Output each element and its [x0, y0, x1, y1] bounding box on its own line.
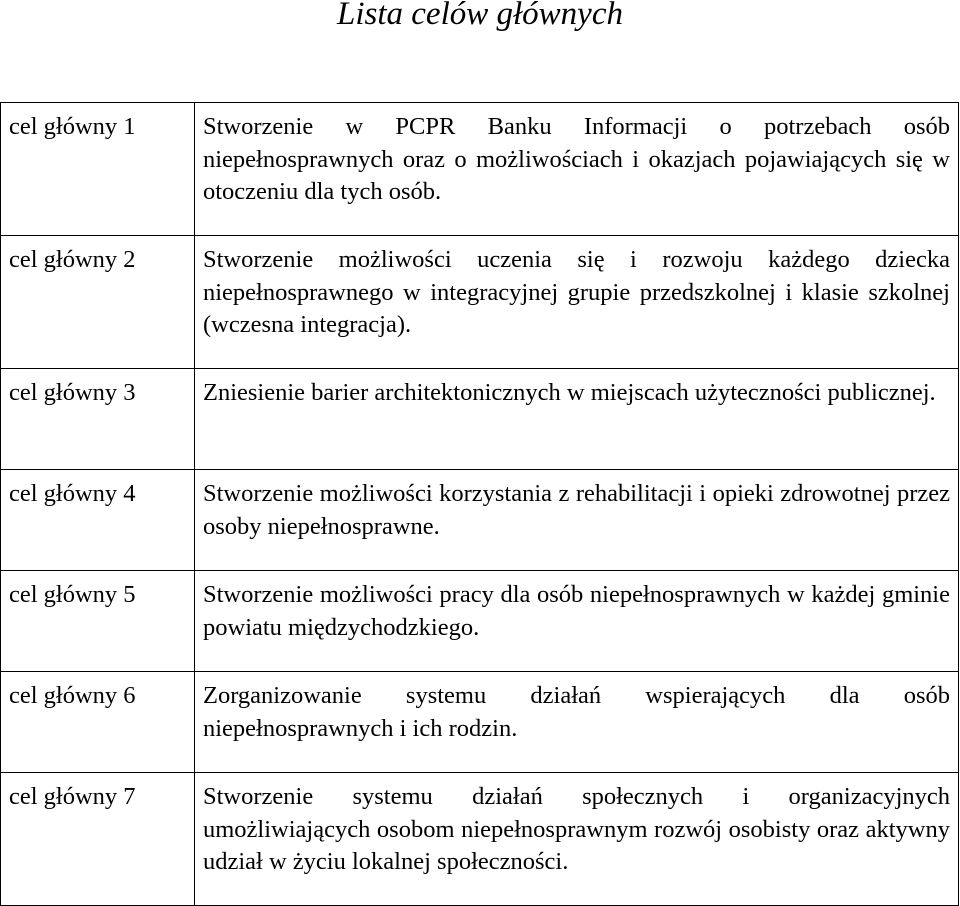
goal-description-cell: Stworzenie możliwości korzystania z rehabilitacji i opieki zdrowotnej przez osoby niepełnosprawne. [195, 470, 959, 571]
table-row [1, 773, 959, 906]
goal-label-cell: cel główny 2 [1, 236, 195, 369]
goal-label-cell: cel główny 6 [1, 672, 195, 773]
table-row [1, 236, 959, 369]
goal-description-cell: Stworzenie możliwości pracy dla osób niepełnosprawnych w każdej gminie powiatu międzychodzkiego. [195, 571, 959, 672]
goals-table [0, 102, 959, 906]
goal-label-cell: cel główny 1 [1, 103, 195, 236]
document-title: Lista celów głównych [337, 0, 623, 32]
goal-description-cell: Stworzenie systemu działań społecznych i organizacyjnych umożliwiających osobom niepełnosprawnym rozwój osobisty oraz aktywny udział w życiu lokalnej społeczności. [195, 773, 959, 906]
goal-description-cell: Zorganizowanie systemu działań wspierających dla osób niepełnosprawnych i ich rodzin. [195, 672, 959, 773]
goal-label-cell: cel główny 4 [1, 470, 195, 571]
goal-description-cell: Zniesienie barier architektonicznych w miejscach użyteczności publicznej. [195, 369, 959, 470]
goal-description-cell: Stworzenie możliwości uczenia się i rozwoju każdego dziecka niepełnosprawnego w integracyjnej grupie przedszkolnej i klasie szkolnej (wczesna integracja). [195, 236, 959, 369]
table-row [1, 672, 959, 773]
goal-description-cell: Stworzenie w PCPR Banku Informacji o potrzebach osób niepełnosprawnych oraz o możliwościach i okazjach pojawiających się w otoczeniu dla tych osób. [195, 103, 959, 236]
table-row [1, 470, 959, 571]
table-row [1, 571, 959, 672]
goal-label-cell: cel główny 3 [1, 369, 195, 470]
goal-label-cell: cel główny 5 [1, 571, 195, 672]
table-row [1, 369, 959, 470]
table-row [1, 103, 959, 236]
goal-label-cell: cel główny 7 [1, 773, 195, 906]
